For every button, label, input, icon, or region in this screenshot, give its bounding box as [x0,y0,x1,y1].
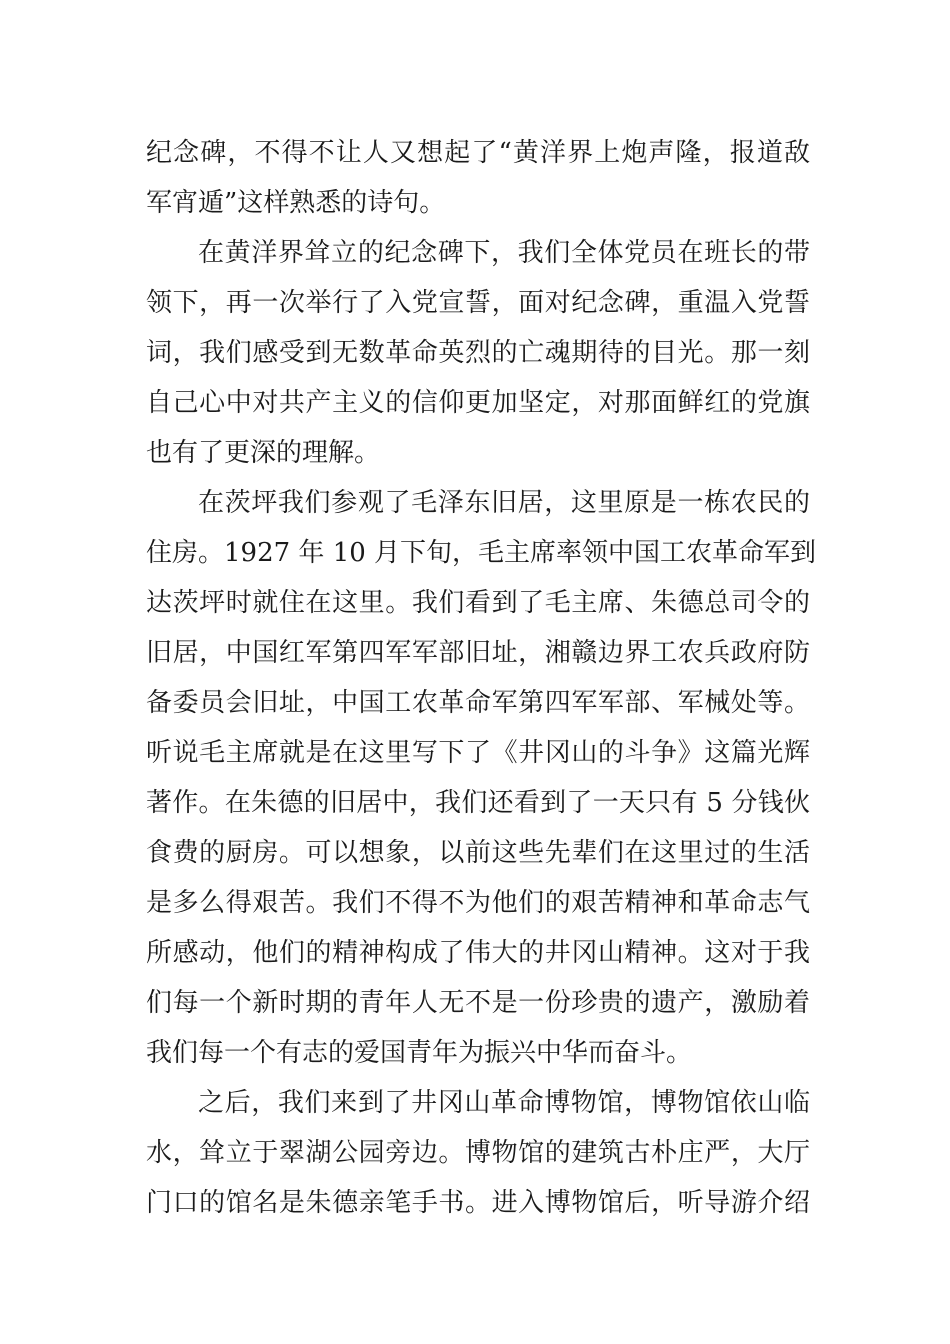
text-line: 备委员会旧址，中国工农革命军第四军军部、军械处等。 [146,688,810,718]
text-line: 之后，我们来到了井冈山革命博物馆，博物馆依山临 [198,1088,810,1118]
text-line: 住房。1927 年 10 月下旬，毛主席率领中国工农革命军到 [146,538,817,568]
text-line: 在茨坪我们参观了毛泽东旧居，这里原是一栋农民的 [198,488,810,518]
text-line: 所感动，他们的精神构成了伟大的井冈山精神。这对于我 [146,938,810,968]
text-line: 纪念碑，不得不让人又想起了“黄洋界上炮声隆，报道敌 [146,138,810,168]
text-line: 是多么得艰苦。我们不得不为他们的艰苦精神和革命志气 [146,888,810,918]
text-line: 著作。在朱德的旧居中，我们还看到了一天只有 5 分钱伙 [146,788,810,818]
text-line: 领下，再一次举行了入党宣誓，面对纪念碑，重温入党誓 [146,288,810,318]
text-line: 食费的厨房。可以想象，以前这些先辈们在这里过的生活 [146,838,810,868]
text-line: 达茨坪时就住在这里。我们看到了毛主席、朱德总司令的 [146,588,810,618]
text-line: 自己心中对共产主义的信仰更加坚定，对那面鲜红的党旗 [146,388,810,418]
text-line: 听说毛主席就是在这里写下了《井冈山的斗争》这篇光辉 [146,738,810,768]
text-line: 旧居，中国红军第四军军部旧址，湘赣边界工农兵政府防 [146,638,810,668]
text-line: 我们每一个有志的爱国青年为振兴中华而奋斗。 [146,1038,693,1068]
text-line: 门口的馆名是朱德亲笔手书。进入博物馆后，听导游介绍 [146,1188,810,1218]
text-line: 词，我们感受到无数革命英烈的亡魂期待的目光。那一刻 [146,338,810,368]
text-line: 军宵遁”这样熟悉的诗句。 [146,188,446,218]
body-text [146,128,817,1228]
text-line: 们每一个新时期的青年人无不是一份珍贵的遗产，激励着 [146,988,810,1018]
text-line: 水，耸立于翠湖公园旁边。博物馆的建筑古朴庄严，大厅 [146,1138,810,1168]
text-line: 在黄洋界耸立的纪念碑下，我们全体党员在班长的带 [198,238,810,268]
text-line: 也有了更深的理解。 [146,438,381,468]
